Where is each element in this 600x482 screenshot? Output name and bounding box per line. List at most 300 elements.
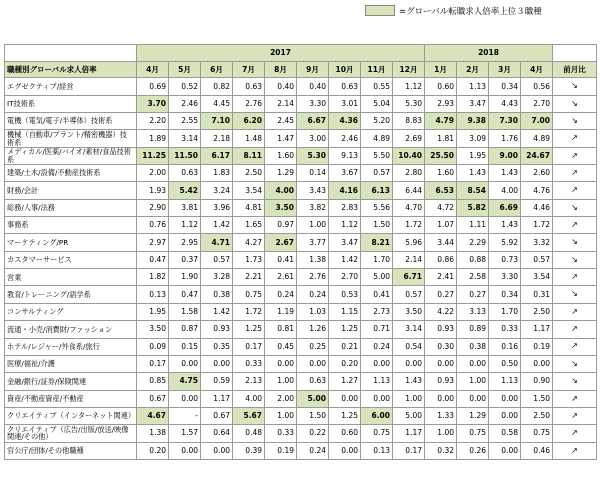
trend-arrow-icon: ↗: [553, 147, 597, 164]
ratio-cell: 0.39: [233, 442, 265, 459]
ratio-cell: 0.16: [489, 338, 521, 355]
ratio-cell: 0.58: [489, 425, 521, 442]
table-body: [5, 78, 597, 460]
ratio-cell: 0.00: [457, 355, 489, 372]
ratio-cell: 2.29: [457, 234, 489, 251]
trend-arrow-icon: ↘: [553, 355, 597, 372]
table-row: [5, 303, 597, 320]
ratio-cell: 0.24: [297, 286, 329, 303]
ratio-cell: 0.88: [457, 251, 489, 268]
ratio-cell: 1.13: [457, 78, 489, 95]
ratio-cell: 6.69: [489, 199, 521, 216]
ratio-cell: 0.75: [233, 286, 265, 303]
ratio-cell: 4.70: [393, 199, 425, 216]
ratio-cell: 3.01: [329, 95, 361, 112]
ratio-cell: 4.89: [361, 130, 393, 147]
trend-arrow-icon: ↗: [553, 321, 597, 338]
ratio-cell: 0.57: [393, 286, 425, 303]
ratio-cell: 25.50: [425, 147, 457, 164]
ratio-cell: 0.00: [425, 390, 457, 407]
ratio-cell: 5.30: [297, 147, 329, 164]
ratio-cell: 1.72: [521, 217, 553, 234]
ratio-cell: 1.50: [297, 407, 329, 424]
trend-arrow-icon: ↗: [553, 390, 597, 407]
ratio-cell: 0.93: [425, 373, 457, 390]
table-row: [5, 130, 597, 147]
ratio-cell: 2.00: [137, 165, 169, 182]
month-header: 1月: [425, 62, 457, 78]
ratio-cell: 0.89: [457, 321, 489, 338]
ratio-cell: 2.14: [393, 251, 425, 268]
ratio-cell: 4.43: [489, 95, 521, 112]
ratio-cell: 0.33: [265, 425, 297, 442]
ratio-cell: 0.24: [361, 338, 393, 355]
ratio-cell: 1.60: [265, 147, 297, 164]
ratio-cell: 0.63: [297, 373, 329, 390]
ratio-cell: 1.00: [297, 217, 329, 234]
row-category: 財務/会計: [5, 182, 137, 199]
ratio-cell: 0.75: [457, 425, 489, 442]
ratio-cell: 2.95: [169, 234, 201, 251]
ratio-cell: 6.53: [425, 182, 457, 199]
trend-arrow-icon: ↗: [553, 269, 597, 286]
ratio-cell: 1.42: [329, 251, 361, 268]
ratio-cell: 0.22: [297, 425, 329, 442]
legend-label: =グローバル転職求人倍率上位３職種: [399, 6, 542, 17]
ratio-cell: 1.48: [233, 130, 265, 147]
ratio-cell: 0.75: [521, 425, 553, 442]
row-category: 事務系: [5, 217, 137, 234]
ratio-cell: 0.63: [233, 78, 265, 95]
ratio-cell: 6.17: [201, 147, 233, 164]
month-header: 12月: [393, 62, 425, 78]
ratio-cell: 0.00: [361, 390, 393, 407]
ratio-cell: 0.38: [201, 286, 233, 303]
ratio-cell: 1.29: [265, 165, 297, 182]
table-row: [5, 373, 597, 390]
category-header: 職種別グローバル求人倍率: [5, 62, 137, 78]
ratio-cell: 3.13: [457, 303, 489, 320]
table-row: [5, 113, 597, 130]
ratio-cell: 1.13: [361, 373, 393, 390]
month-header: 7月: [233, 62, 265, 78]
ratio-cell: 6.20: [233, 113, 265, 130]
month-header: 11月: [361, 62, 393, 78]
ratio-cell: 3.47: [457, 95, 489, 112]
ratio-cell: 0.67: [201, 407, 233, 424]
ratio-cell: 0.46: [521, 442, 553, 459]
ratio-cell: 0.85: [137, 373, 169, 390]
ratio-cell: 3.50: [265, 199, 297, 216]
ratio-cell: 4.00: [265, 182, 297, 199]
ratio-cell: 0.14: [297, 165, 329, 182]
ratio-cell: 5.00: [361, 269, 393, 286]
ratio-cell: 2.50: [521, 407, 553, 424]
ratio-cell: 1.27: [329, 373, 361, 390]
ratio-cell: 2.41: [425, 269, 457, 286]
ratio-cell: 0.24: [297, 442, 329, 459]
ratio-cell: 0.60: [329, 425, 361, 442]
ratio-cell: 0.50: [489, 355, 521, 372]
ratio-cell: 2.70: [521, 95, 553, 112]
trend-arrow-icon: ↘: [553, 251, 597, 268]
ratio-cell: 1.17: [201, 390, 233, 407]
table-row: [5, 442, 597, 459]
row-category: IT技術系: [5, 95, 137, 112]
ratio-cell: 6.71: [393, 269, 425, 286]
ratio-cell: 0.97: [265, 217, 297, 234]
ratio-cell: 0.30: [425, 338, 457, 355]
ratio-cell: 0.13: [137, 286, 169, 303]
ratio-cell: 0.67: [137, 390, 169, 407]
ratio-cell: 0.00: [361, 355, 393, 372]
legend-swatch: [365, 5, 395, 16]
ratio-cell: 1.65: [233, 217, 265, 234]
ratio-cell: 1.42: [201, 303, 233, 320]
ratio-cell: 0.69: [137, 78, 169, 95]
ratio-cell: 1.95: [457, 147, 489, 164]
ratio-cell: 0.57: [521, 251, 553, 268]
ratio-cell: 1.81: [425, 130, 457, 147]
row-category: 機械（自動車/プラント/精密機器）技術系: [5, 130, 137, 147]
ratio-cell: 2.13: [233, 373, 265, 390]
ratio-cell: 4.75: [169, 373, 201, 390]
row-category: 総務/人事/法務: [5, 199, 137, 216]
ratio-cell: 1.25: [329, 407, 361, 424]
ratio-cell: 0.52: [169, 78, 201, 95]
ratio-cell: 0.35: [201, 338, 233, 355]
trend-arrow-icon: ↘: [553, 113, 597, 130]
ratio-cell: 4.46: [521, 199, 553, 216]
year-header-row: [5, 45, 597, 62]
ratio-cell: 2.76: [297, 269, 329, 286]
ratio-cell: 0.00: [521, 355, 553, 372]
ratio-cell: 0.86: [425, 251, 457, 268]
ratio-cell: 1.89: [137, 130, 169, 147]
month-header: 6月: [201, 62, 233, 78]
ratio-cell: 2.50: [233, 165, 265, 182]
row-category: 資産/不動産資産/不動産: [5, 390, 137, 407]
ratio-cell: 1.43: [489, 217, 521, 234]
ratio-cell: 6.00: [361, 407, 393, 424]
ratio-cell: 0.40: [265, 78, 297, 95]
ratio-cell: 1.72: [233, 303, 265, 320]
table-row: [5, 147, 597, 164]
ratio-cell: 0.47: [137, 251, 169, 268]
month-header: 4月: [521, 62, 553, 78]
ratio-cell: 3.50: [137, 321, 169, 338]
month-header: 3月: [489, 62, 521, 78]
ratio-cell: 2.70: [329, 269, 361, 286]
ratio-cell: 0.40: [297, 78, 329, 95]
ratio-cell: 5.20: [361, 113, 393, 130]
ratio-cell: 3.47: [329, 234, 361, 251]
row-category: 教育/トレーニング/語学系: [5, 286, 137, 303]
row-category: 営業: [5, 269, 137, 286]
ratio-cell: 1.33: [425, 407, 457, 424]
table-row: [5, 321, 597, 338]
ratio-cell: 4.89: [521, 130, 553, 147]
ratio-cell: 0.82: [201, 78, 233, 95]
change-header: 前月比: [553, 62, 597, 78]
ratio-cell: 8.21: [361, 234, 393, 251]
ratio-cell: 1.57: [169, 425, 201, 442]
ratio-cell: 1.12: [169, 217, 201, 234]
ratio-cell: 7.00: [521, 113, 553, 130]
trend-arrow-icon: ↘: [553, 234, 597, 251]
trend-arrow-icon: ↘: [553, 286, 597, 303]
ratio-cell: 5.00: [393, 407, 425, 424]
ratio-cell: 2.58: [457, 269, 489, 286]
ratio-cell: 5.82: [457, 199, 489, 216]
ratio-cell: 0.47: [169, 286, 201, 303]
ratio-cell: 6.13: [361, 182, 393, 199]
table-row: [5, 355, 597, 372]
month-header-row: [5, 62, 597, 78]
ratio-cell: 3.54: [233, 182, 265, 199]
row-category: 金融/銀行/証券/保険関連: [5, 373, 137, 390]
ratio-cell: 3.14: [169, 130, 201, 147]
row-category: 官公庁/団体/その他職種: [5, 442, 137, 459]
trend-arrow-icon: ↗: [553, 407, 597, 424]
ratio-cell: 0.87: [169, 321, 201, 338]
ratio-cell: 4.76: [521, 182, 553, 199]
table-row: [5, 338, 597, 355]
ratio-cell: 3.09: [457, 130, 489, 147]
ratio-cell: 0.00: [169, 390, 201, 407]
row-category: クリエイティブ（広告/出版/放送/映像関連/その他）: [5, 425, 137, 442]
ratio-cell: 1.07: [425, 217, 457, 234]
ratio-cell: 9.13: [329, 147, 361, 164]
table-row: [5, 217, 597, 234]
ratio-cell: 3.32: [521, 234, 553, 251]
ratio-cell: 1.12: [393, 78, 425, 95]
ratio-cell: 0.00: [169, 355, 201, 372]
ratio-cell: 0.38: [457, 338, 489, 355]
ratio-cell: 1.00: [265, 407, 297, 424]
table-row: [5, 407, 597, 424]
ratio-cell: 4.79: [425, 113, 457, 130]
ratio-cell: 1.38: [137, 425, 169, 442]
ratio-cell: 1.50: [361, 217, 393, 234]
ratio-cell: 0.33: [489, 321, 521, 338]
trend-arrow-icon: ↗: [553, 165, 597, 182]
month-header: 5月: [169, 62, 201, 78]
ratio-cell: 1.42: [201, 217, 233, 234]
year-header-blank: [5, 45, 137, 62]
ratio-cell: 2.46: [329, 130, 361, 147]
ratio-cell: 2.20: [137, 113, 169, 130]
job-ratio-table: [4, 44, 597, 460]
ratio-cell: 0.33: [233, 355, 265, 372]
table-row: [5, 199, 597, 216]
ratio-cell: 4.00: [233, 390, 265, 407]
ratio-cell: 1.00: [457, 373, 489, 390]
ratio-cell: 24.67: [521, 147, 553, 164]
ratio-cell: 2.76: [233, 95, 265, 112]
ratio-cell: 9.38: [457, 113, 489, 130]
ratio-cell: 5.92: [489, 234, 521, 251]
ratio-cell: 0.00: [297, 355, 329, 372]
row-category: 建築/土木/設備/不動産技術系: [5, 165, 137, 182]
ratio-cell: 0.90: [521, 373, 553, 390]
ratio-cell: 3.00: [297, 130, 329, 147]
ratio-cell: 0.00: [329, 442, 361, 459]
ratio-cell: 3.24: [201, 182, 233, 199]
ratio-cell: 3.50: [393, 303, 425, 320]
ratio-cell: 0.93: [201, 321, 233, 338]
ratio-cell: 0.73: [489, 251, 521, 268]
ratio-cell: 2.00: [265, 390, 297, 407]
ratio-cell: 1.17: [393, 425, 425, 442]
ratio-cell: 4.22: [425, 303, 457, 320]
ratio-cell: 11.25: [137, 147, 169, 164]
ratio-cell: 1.00: [393, 390, 425, 407]
trend-arrow-icon: ↗: [553, 442, 597, 459]
ratio-cell: -: [169, 407, 201, 424]
ratio-cell: 3.44: [425, 234, 457, 251]
trend-arrow-icon: ↗: [553, 425, 597, 442]
ratio-cell: 0.59: [201, 373, 233, 390]
ratio-cell: 0.00: [393, 355, 425, 372]
ratio-cell: 2.69: [393, 130, 425, 147]
ratio-cell: 2.61: [265, 269, 297, 286]
ratio-cell: 2.67: [265, 234, 297, 251]
ratio-cell: 1.60: [425, 165, 457, 182]
ratio-cell: 3.81: [169, 199, 201, 216]
ratio-cell: 0.64: [201, 425, 233, 442]
month-header: 9月: [297, 62, 329, 78]
ratio-cell: 1.43: [489, 165, 521, 182]
trend-arrow-icon: ↗: [553, 130, 597, 147]
trend-arrow-icon: ↗: [553, 217, 597, 234]
ratio-cell: 1.72: [393, 217, 425, 234]
month-header: 8月: [265, 62, 297, 78]
ratio-cell: 2.93: [425, 95, 457, 112]
ratio-cell: 3.54: [521, 269, 553, 286]
ratio-cell: 2.21: [233, 269, 265, 286]
ratio-cell: 2.50: [521, 303, 553, 320]
ratio-cell: 2.83: [329, 199, 361, 216]
table-row: [5, 78, 597, 95]
ratio-cell: 0.27: [457, 286, 489, 303]
ratio-cell: 1.19: [265, 303, 297, 320]
ratio-cell: 2.46: [169, 95, 201, 112]
ratio-cell: 0.00: [489, 407, 521, 424]
ratio-cell: 0.32: [425, 442, 457, 459]
row-category: 流通・小売/消費財/ファッション: [5, 321, 137, 338]
ratio-cell: 0.00: [457, 390, 489, 407]
ratio-cell: 0.20: [329, 355, 361, 372]
table-row: [5, 234, 597, 251]
ratio-cell: 2.45: [265, 113, 297, 130]
ratio-cell: 8.54: [457, 182, 489, 199]
ratio-cell: 0.20: [137, 442, 169, 459]
ratio-cell: 0.54: [393, 338, 425, 355]
ratio-cell: 0.60: [425, 78, 457, 95]
trend-arrow-icon: ↗: [553, 182, 597, 199]
ratio-cell: 1.00: [425, 425, 457, 442]
ratio-cell: 0.63: [329, 78, 361, 95]
ratio-cell: 0.34: [489, 286, 521, 303]
ratio-cell: 0.34: [489, 78, 521, 95]
ratio-cell: 0.56: [521, 78, 553, 95]
ratio-cell: 4.81: [233, 199, 265, 216]
ratio-cell: 2.14: [265, 95, 297, 112]
ratio-cell: 4.27: [233, 234, 265, 251]
ratio-cell: 1.73: [233, 251, 265, 268]
ratio-cell: 0.19: [521, 338, 553, 355]
ratio-cell: 5.42: [169, 182, 201, 199]
ratio-cell: 4.45: [201, 95, 233, 112]
ratio-cell: 0.00: [489, 442, 521, 459]
ratio-cell: 1.70: [489, 303, 521, 320]
ratio-cell: 1.00: [265, 373, 297, 390]
row-category: エグゼクティブ/経営: [5, 78, 137, 95]
year-2017: 2017: [137, 45, 425, 62]
ratio-cell: 2.97: [137, 234, 169, 251]
ratio-cell: 6.44: [393, 182, 425, 199]
ratio-cell: 5.96: [393, 234, 425, 251]
ratio-cell: 5.04: [361, 95, 393, 112]
ratio-cell: 0.13: [361, 442, 393, 459]
ratio-cell: 10.40: [393, 147, 425, 164]
row-category: 電機（電気/電子/半導体）技術系: [5, 113, 137, 130]
trend-arrow-icon: ↗: [553, 303, 597, 320]
trend-arrow-icon: ↘: [553, 373, 597, 390]
ratio-cell: 0.00: [169, 442, 201, 459]
ratio-cell: 0.21: [329, 338, 361, 355]
ratio-cell: 0.76: [137, 217, 169, 234]
ratio-cell: 4.00: [489, 182, 521, 199]
table-row: [5, 251, 597, 268]
table-row: [5, 269, 597, 286]
ratio-cell: 0.15: [169, 338, 201, 355]
ratio-cell: 0.00: [489, 390, 521, 407]
ratio-cell: 0.00: [201, 355, 233, 372]
ratio-cell: 1.15: [329, 303, 361, 320]
ratio-cell: 3.43: [297, 182, 329, 199]
ratio-cell: 6.67: [297, 113, 329, 130]
ratio-cell: 1.03: [297, 303, 329, 320]
ratio-cell: 3.96: [201, 199, 233, 216]
ratio-cell: 0.24: [265, 286, 297, 303]
ratio-cell: 1.43: [457, 165, 489, 182]
ratio-cell: 2.60: [521, 165, 553, 182]
ratio-cell: 1.26: [297, 321, 329, 338]
ratio-cell: 5.56: [361, 199, 393, 216]
ratio-cell: 0.63: [169, 165, 201, 182]
ratio-cell: 0.41: [265, 251, 297, 268]
row-category: クリエイティブ（インターネット関連）: [5, 407, 137, 424]
ratio-cell: 0.31: [521, 286, 553, 303]
ratio-cell: 0.75: [361, 425, 393, 442]
ratio-cell: 1.17: [521, 321, 553, 338]
ratio-cell: 0.48: [233, 425, 265, 442]
ratio-cell: 5.67: [233, 407, 265, 424]
row-category: マーケティング/PR: [5, 234, 137, 251]
ratio-cell: 4.72: [425, 199, 457, 216]
ratio-cell: 0.00: [201, 442, 233, 459]
ratio-cell: 4.71: [201, 234, 233, 251]
trend-arrow-icon: ↘: [553, 78, 597, 95]
ratio-cell: 4.16: [329, 182, 361, 199]
ratio-cell: 0.19: [265, 442, 297, 459]
row-category: コンサルティング: [5, 303, 137, 320]
ratio-cell: 0.00: [265, 355, 297, 372]
ratio-cell: 7.10: [201, 113, 233, 130]
ratio-cell: 0.53: [329, 286, 361, 303]
